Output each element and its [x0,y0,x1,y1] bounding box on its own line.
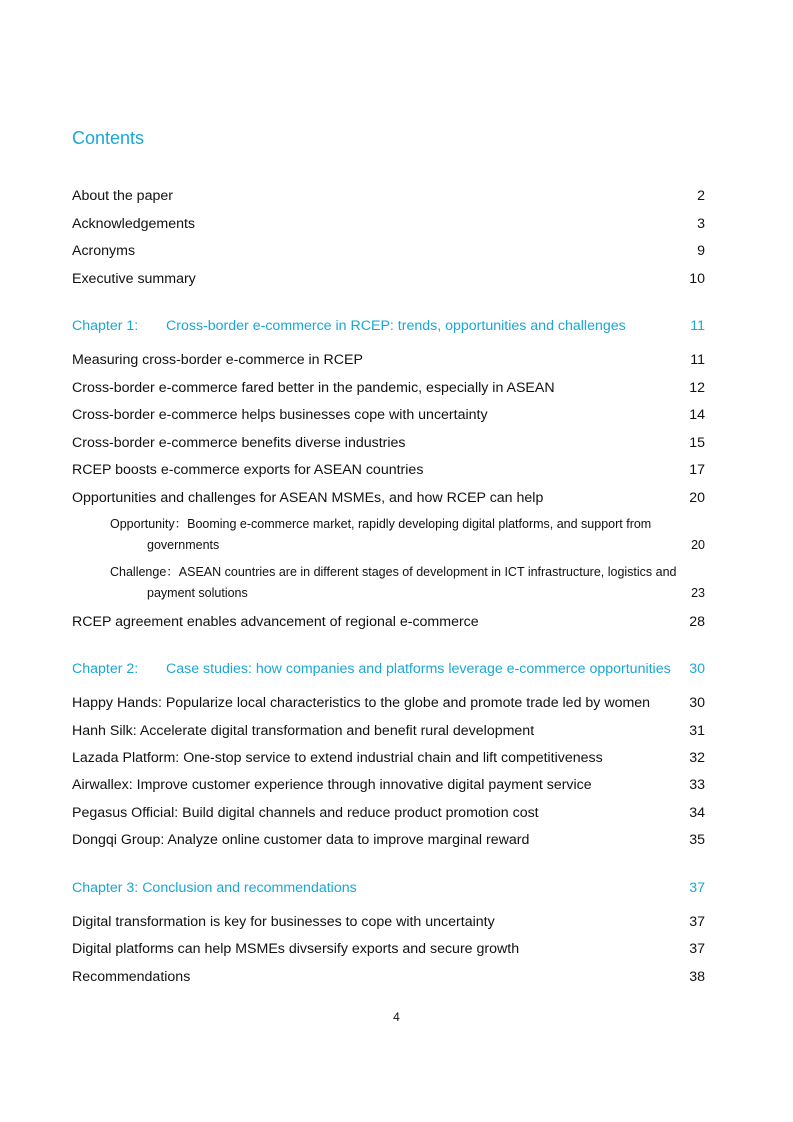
chapter-3-heading[interactable] [72,877,705,899]
page-title: Contents [72,128,145,148]
chapter-label: Chapter 2: [72,661,139,677]
chapter-page: 11 [690,318,705,334]
toc-entry-page: 3 [697,216,705,232]
toc-subentry-page: 20 [691,538,705,552]
toc-entry[interactable] [72,911,705,933]
toc-entry[interactable] [72,487,705,509]
toc-entry[interactable] [72,432,705,454]
toc-entry-page: 2 [697,188,705,204]
toc-entry-page: 31 [689,723,705,739]
toc-entry-page: 9 [697,243,705,259]
chapter-2-heading[interactable] [72,658,705,680]
chapter-title: Chapter 3: Conclusion and recommendations [72,880,357,896]
toc-entry-page: 14 [689,407,705,423]
toc-entry-text: Pegasus Official: Build digital channels and reduce product promotion cost [72,805,539,821]
toc-entry[interactable] [72,611,705,633]
toc-entry-page: 37 [689,941,705,957]
toc-subentry[interactable] [110,514,714,556]
toc-entry[interactable] [72,349,705,371]
toc-entry-text: Opportunities and challenges for ASEAN MSMEs, and how RCEP can help [72,490,544,506]
toc-entry-text: Airwallex: Improve customer experience through innovative digital payment service [72,777,592,793]
toc-entry-text: Cross-border e-commerce helps businesses cope with uncertainty [72,407,488,423]
toc-entry-page: 17 [689,462,705,478]
toc-subentry-page: 23 [691,586,705,600]
toc-entry-text: Happy Hands: Popularize local characteristics to the globe and promote trade led by women [72,695,651,711]
toc-entry-page: 35 [689,832,705,848]
toc-entry-page: 10 [689,271,705,287]
chapter-title: Case studies: how companies and platforms leverage e-commerce opportunities [166,661,671,677]
chapter-page: 37 [689,880,705,896]
toc-entry[interactable] [72,459,705,481]
toc-subentry-line2: payment solutions [147,586,248,600]
toc-entry[interactable] [72,377,705,399]
chapter-page: 30 [689,661,705,677]
toc-subentry[interactable] [110,562,714,604]
toc-entry-page: 28 [689,614,705,630]
toc-entry-text: Digital platforms can help MSMEs divsersify exports and secure growth [72,941,520,957]
toc-entry[interactable] [72,747,705,769]
toc-entry-text: Dongqi Group: Analyze online customer data to improve marginal reward [72,832,530,848]
toc-entry[interactable] [72,213,705,235]
toc-entry-text: Hanh Silk: Accelerate digital transformation and benefit rural development [72,723,535,739]
page-number: 4 [393,1010,400,1024]
toc-entry[interactable] [72,720,705,742]
chapter-title: Cross-border e-commerce in RCEP: trends, opportunities and challenges [166,318,626,334]
chapter-label: Chapter 1: [72,318,139,334]
toc-entry[interactable] [72,268,705,290]
toc-entry-page: 34 [689,805,705,821]
toc-entry[interactable] [72,240,705,262]
toc-entry-text: Cross-border e-commerce benefits diverse industries [72,435,406,451]
toc-entry-text: Measuring cross-border e-commerce in RCEP [72,352,363,368]
toc-entry-text: Digital transformation is key for businesses to cope with uncertainty [72,914,495,930]
toc-subentry-line2: governments [147,538,220,552]
toc-entry-text: About the paper [72,188,173,204]
toc-entry-text: Acknowledgements [72,216,196,232]
toc-entry-page: 20 [689,490,705,506]
toc-entry-text: Executive summary [72,271,196,287]
toc-entry-text: Recommendations [72,969,191,985]
toc-entry-text: RCEP agreement enables advancement of regional e-commerce [72,614,479,630]
toc-entry-page: 33 [689,777,705,793]
toc-entry-page: 11 [690,352,705,368]
toc-entry-page: 30 [689,695,705,711]
toc-entry[interactable] [72,692,705,714]
toc-entry-page: 32 [689,750,705,766]
toc-entry-page: 15 [689,435,705,451]
toc-entry[interactable] [72,185,705,207]
toc-entry-text: Acronyms [72,243,136,259]
toc-subentry-line1: Challenge：ASEAN countries are in different stages of development in ICT infrastructure, logistics and [110,565,677,579]
toc-entry-text: Lazada Platform: One-stop service to extend industrial chain and lift competitiveness [72,750,603,766]
toc-subentry-line1: Opportunity：Booming e-commerce market, rapidly developing digital platforms, and support from [110,517,652,531]
toc-entry[interactable] [72,774,705,796]
toc-entry-page: 12 [689,380,705,396]
chapter-1-heading[interactable] [72,315,705,337]
toc-entry[interactable] [72,966,705,988]
toc-entry-page: 38 [689,969,705,985]
toc-entry[interactable] [72,802,705,824]
toc-entry-page: 37 [689,914,705,930]
toc-entry[interactable] [72,404,705,426]
toc-entry[interactable] [72,829,705,851]
toc-entry-text: Cross-border e-commerce fared better in the pandemic, especially in ASEAN [72,380,555,396]
toc-entry-text: RCEP boosts e-commerce exports for ASEAN countries [72,462,424,478]
toc-entry[interactable] [72,938,705,960]
